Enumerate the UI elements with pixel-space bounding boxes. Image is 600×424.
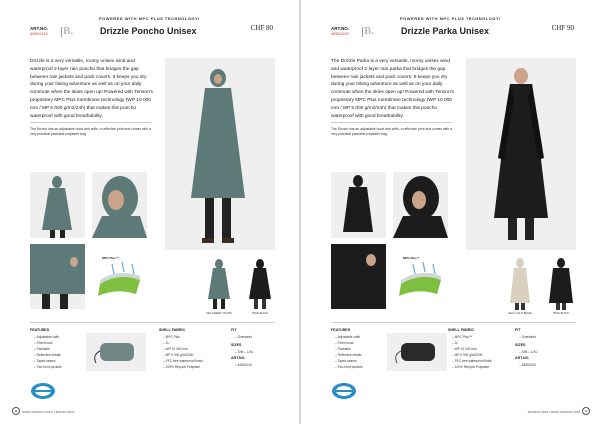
features-list xyxy=(335,334,363,370)
divider xyxy=(30,122,152,123)
product-price: CHF 90 xyxy=(551,24,574,32)
mpc-label: MPC Plus™ xyxy=(102,256,119,260)
list-item: – PFC-free waterproof finish xyxy=(452,358,492,364)
divider xyxy=(331,322,576,323)
product-description: Drizzle is a very versatile, roomy unisex wind and waterproof 2-layer rain poncho that bridges the gap between rain jackets and pack covers. It keeps you dry during your hiking adventure as well as on your daily commute when the skies open up! Powered with Tenson's proprietary MPC Plus membrane technology (WP 10 000 mm / MP 5 000 g/m2/24h) that makes this poncho waterproof with good breathability. xyxy=(30,59,153,119)
list-item: – S/M – L/XL xyxy=(519,349,537,355)
divider xyxy=(362,27,363,37)
artno-list xyxy=(235,362,252,368)
pack-bag-photo xyxy=(86,333,146,371)
list-item: – Oversized xyxy=(235,334,252,340)
features-heading: FEATURES xyxy=(30,328,50,332)
list-item: – Reflective details xyxy=(335,352,363,358)
fit-list xyxy=(519,334,536,340)
page-number: 11 xyxy=(12,407,20,415)
product-title: Drizzle Parka Unisex xyxy=(401,26,490,36)
list-item: – Packable xyxy=(335,346,363,352)
hero-photo xyxy=(466,58,576,250)
product-title: Drizzle Poncho Unisex xyxy=(100,26,197,36)
list-item: – MP 5 000 g/m2/24h xyxy=(163,352,203,358)
list-item: – PFC-free waterproof finish xyxy=(163,358,203,364)
shell-list xyxy=(163,334,203,370)
variant-black[interactable] xyxy=(545,257,577,311)
product-note: The Drizzle has an adjustable hood and cuffs, a reflective print and comes with a very practical packable polyester bag. xyxy=(30,127,151,137)
tagline: POWERED WITH MPC PLUS TECHNOLOGY! xyxy=(400,16,501,21)
artno-value: 46501010 xyxy=(30,31,48,36)
list-item: – 46501020 xyxy=(519,362,536,368)
product-note: The Drizzle has an adjustable hood and cuffs, a reflective print and comes with a very practical packable polyester bag. xyxy=(331,127,452,137)
list-item: – Taped seams xyxy=(335,358,363,364)
artno-list xyxy=(519,362,536,368)
features-heading: FEATURES xyxy=(331,328,351,332)
artno-heading: ART.NO. xyxy=(231,356,246,360)
sizes-heading: SIZES xyxy=(515,343,526,347)
mpc-diagram xyxy=(92,244,147,309)
variant-green[interactable] xyxy=(203,257,235,311)
variant-black[interactable] xyxy=(244,257,276,311)
list-item: – 100% Recycle Polyester xyxy=(452,364,492,370)
section-letter: B. xyxy=(63,25,74,37)
sizes-list xyxy=(519,349,537,355)
detail-photo-front xyxy=(30,172,85,238)
tagline: POWERED WITH MPC PLUS TECHNOLOGY! xyxy=(99,16,200,21)
variant-caption: TRUE BLACK xyxy=(251,312,269,315)
artno-heading: ART.NO. xyxy=(515,356,530,360)
shell-heading: SHELL FABRIC xyxy=(159,328,186,332)
list-item: – Adjustable cuffs xyxy=(335,334,363,340)
list-item: – Adjustable cuffs xyxy=(34,334,62,340)
catalog-page-right xyxy=(301,0,600,424)
page-number: 12 xyxy=(582,407,590,415)
product-price: CHF 80 xyxy=(250,24,273,32)
section-letter: B. xyxy=(364,25,375,37)
list-item: – 100% Recycle Polyester xyxy=(163,364,203,370)
list-item: – WP 10 000 mm xyxy=(452,346,492,352)
artno-value: 46501020 xyxy=(331,31,349,36)
list-item: – WP 10 000 mm xyxy=(163,346,203,352)
page-footer: TENSON SS22 | WWW.TENSON.COM xyxy=(527,410,580,414)
brand-logo xyxy=(331,382,357,400)
divider xyxy=(61,27,62,37)
list-item: – Oversized xyxy=(519,334,536,340)
detail-photo-side xyxy=(30,244,85,309)
list-item: – Reflective details xyxy=(34,352,62,358)
sizes-list xyxy=(235,349,253,355)
fit-heading: FIT xyxy=(231,328,237,332)
shell-list xyxy=(452,334,492,370)
variant-caption: SEA GREEN / WHITE xyxy=(206,312,232,315)
list-item: – Two front pockets xyxy=(34,364,62,370)
variant-beige[interactable] xyxy=(504,257,536,311)
features-list xyxy=(34,334,62,370)
list-item: – MP 5 000 g/m2/24h xyxy=(452,352,492,358)
detail-photo-front xyxy=(331,172,386,238)
list-item: – 46501010 xyxy=(235,362,252,368)
fit-heading: FIT xyxy=(515,328,521,332)
list-item: – S/M – L/XL xyxy=(235,349,253,355)
list-item: – Fixed hood xyxy=(335,340,363,346)
variant-caption: TRUE BLACK xyxy=(552,312,570,315)
variant-caption: SEA / LIGHT BEIGE xyxy=(508,312,532,315)
list-item: – Packable xyxy=(34,346,62,352)
model-poncho-figure xyxy=(165,58,275,250)
divider xyxy=(331,122,453,123)
catalog-page-left xyxy=(0,0,299,424)
list-item: – 2L xyxy=(163,340,203,346)
list-item: – Fixed hood xyxy=(34,340,62,346)
list-item: – Taped seams xyxy=(34,358,62,364)
detail-photo-side xyxy=(331,244,386,309)
mpc-label: MPC Plus™ xyxy=(403,256,420,260)
mpc-diagram xyxy=(393,244,448,309)
article-number xyxy=(30,25,74,37)
model-parka-figure xyxy=(466,58,576,250)
shell-heading: SHELL FABRIC xyxy=(448,328,475,332)
fit-list xyxy=(235,334,252,340)
artno-label: ART.NO. xyxy=(331,26,349,31)
list-item: – 2L xyxy=(452,340,492,346)
product-description: The Drizzle Parka is a very versatile, roomy unisex wind and waterproof 2-layer rain parka that bridges the gap between rain jackets and pack covers. It keeps you dry during your hiking adventure as well as on your daily commute when the skies open up! Powered with Tenson's proprietary MPC Plus membrane technology (WP 10 000 mm / MP 5 000 g/m2/24h) that makes this poncho waterproof with good breathability. xyxy=(331,59,454,119)
list-item: – Two front pockets xyxy=(335,364,363,370)
hero-photo xyxy=(165,58,275,250)
brand-logo xyxy=(30,382,56,400)
list-item: – MPC Plus™ xyxy=(452,334,492,340)
detail-photo-hood xyxy=(92,172,147,238)
list-item: – MPC Plus xyxy=(163,334,203,340)
artno-label: ART.NO. xyxy=(30,26,48,31)
sizes-heading: SIZES xyxy=(231,343,242,347)
page-footer: WWW.TENSON.COM | TENSON SS22 xyxy=(22,410,75,414)
article-number xyxy=(331,25,375,37)
divider xyxy=(30,322,275,323)
detail-photo-hood xyxy=(393,172,448,238)
pack-bag-photo xyxy=(387,333,447,371)
